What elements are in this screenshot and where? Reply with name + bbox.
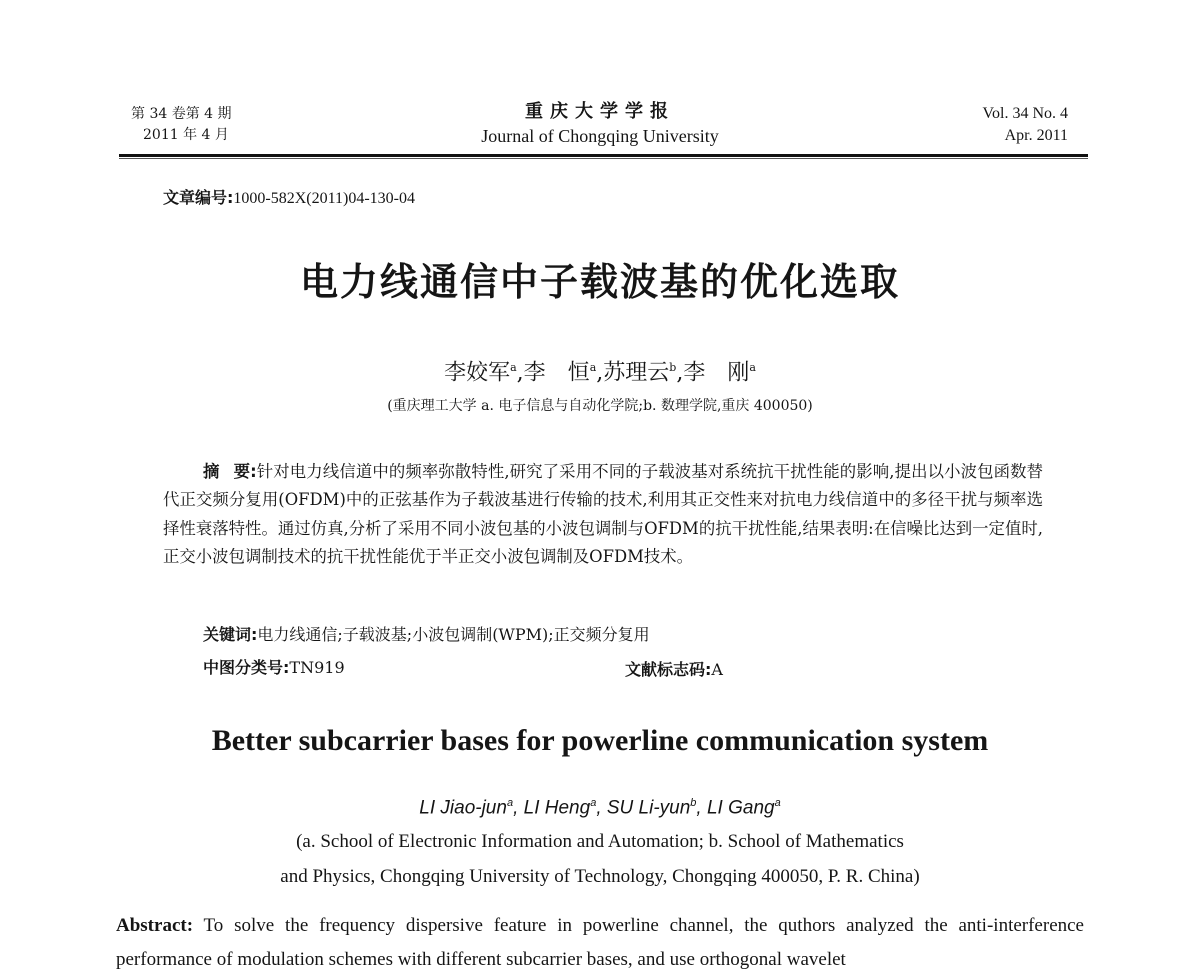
author-cn-3: 苏理云: [603, 360, 670, 386]
abstract-en: [116, 909, 1084, 977]
document-code: [625, 657, 723, 683]
classification-value: TN919: [289, 658, 345, 677]
header-date-en: Apr. 2011: [1004, 127, 1068, 144]
author-en-2-aff: a: [590, 797, 597, 809]
affiliation-cn: (重庆理工大学 a. 电子信息与自动化学院;b. 数理学院,重庆 400050): [387, 398, 813, 414]
document-code-value: A: [711, 660, 723, 679]
abstract-cn: [163, 458, 1043, 571]
header-volume-en: Vol. 34 No. 4: [982, 105, 1068, 122]
author-en-4-aff: a: [774, 797, 781, 809]
author-en-3: SU Li-yun: [606, 797, 691, 819]
affiliation-en-line-1: (a. School of Electronic Information and Automation; b. School of Mathematics: [296, 831, 904, 852]
author-cn-4-aff: a: [749, 361, 756, 374]
author-en-1: LI Jiao-jun: [419, 797, 507, 819]
author-cn-2-aff: a: [589, 361, 597, 374]
header-rule-thin: [119, 158, 1088, 159]
header-date-cn: 2011 年 4 月: [143, 127, 229, 143]
abstract-cn-label: [163, 462, 257, 481]
author-cn-2: 李 恒: [523, 360, 590, 386]
author-en-2: LI Heng: [523, 797, 591, 819]
header-volume-cn: 第 34 卷第 4 期: [131, 106, 232, 122]
keywords: [203, 622, 650, 648]
author-cn-1: 李姣军: [444, 360, 511, 386]
abstract-cn-label-a: 摘: [203, 462, 220, 481]
author-cn-1-aff: a: [510, 361, 517, 374]
article-number-label: 文章编号:: [163, 188, 234, 207]
author-en-3-aff: b: [690, 797, 697, 809]
author-cn-4: 李 刚: [683, 360, 750, 386]
title-en: Better subcarrier bases for powerline communication system: [211, 724, 989, 757]
article-number-value: 1000-582X(2011)04-130-04: [233, 190, 416, 207]
header-issue-en: [983, 103, 1069, 147]
abstract-cn-text: 针对电力线信道中的频率弥散特性,研究了采用不同的子载波基对系统抗干扰性能的影响,提出以小波包函数替代正交频分复用(OFDM)中的正弦基作为子载波基进行传输的技术,利用其正交性来对抗电力线信道中的多径干扰与频率选择性衰落特性。通过仿真,分析了采用不同小波包基的小波包调制与OFDM的抗干扰性能,结果表明:在信噪比达到一定值时,正交小波包调制技术的抗干扰性能优于半正交小波包调制及OFDM技术。: [163, 462, 1044, 566]
classification-label: 中图分类号:: [203, 658, 290, 677]
abstract-cn-label-b: 要:: [233, 462, 257, 481]
classification: [203, 655, 345, 681]
header-issue-cn: [131, 104, 232, 146]
keywords-label: 关键词:: [203, 625, 258, 644]
document-code-label: 文献标志码:: [625, 660, 712, 679]
journal-name-cn: 重庆大学学报: [525, 101, 675, 122]
article-number: [163, 187, 415, 210]
journal-name-en: Journal of Chongqing University: [481, 126, 719, 146]
affiliation-en-line-2: and Physics, Chongqing University of Technology, Chongqing 400050, P. R. China): [280, 866, 920, 887]
author-en-4: LI Gang: [706, 797, 775, 819]
authors-en: LI Jiao-jun$^a$, LI Heng$^a$, SU Li-yun$^b$, LI Gang$^a$: [419, 797, 781, 819]
title-cn: 电力线通信中子载波基的优化选取: [299, 260, 900, 304]
author-en-1-aff: a: [506, 797, 514, 809]
keywords-value: 电力线通信;子载波基;小波包调制(WPM);正交频分复用: [257, 625, 650, 644]
header-rule-thick: [119, 154, 1088, 157]
header-journal: [400, 100, 800, 148]
abstract-en-label: Abstract:: [116, 915, 194, 936]
affiliation-en: [0, 824, 1200, 894]
authors-cn: 李姣军$^a$,李 恒$^a$,苏理云$^b$,李 刚$^a$: [444, 360, 756, 386]
author-cn-3-aff: b: [669, 361, 677, 374]
abstract-en-text: To solve the frequency dispersive feature in powerline channel, the quthors analyzed the anti-interference performance of modulation schemes with different subcarrier bases, and use orthogonal wavelet: [116, 915, 1084, 970]
